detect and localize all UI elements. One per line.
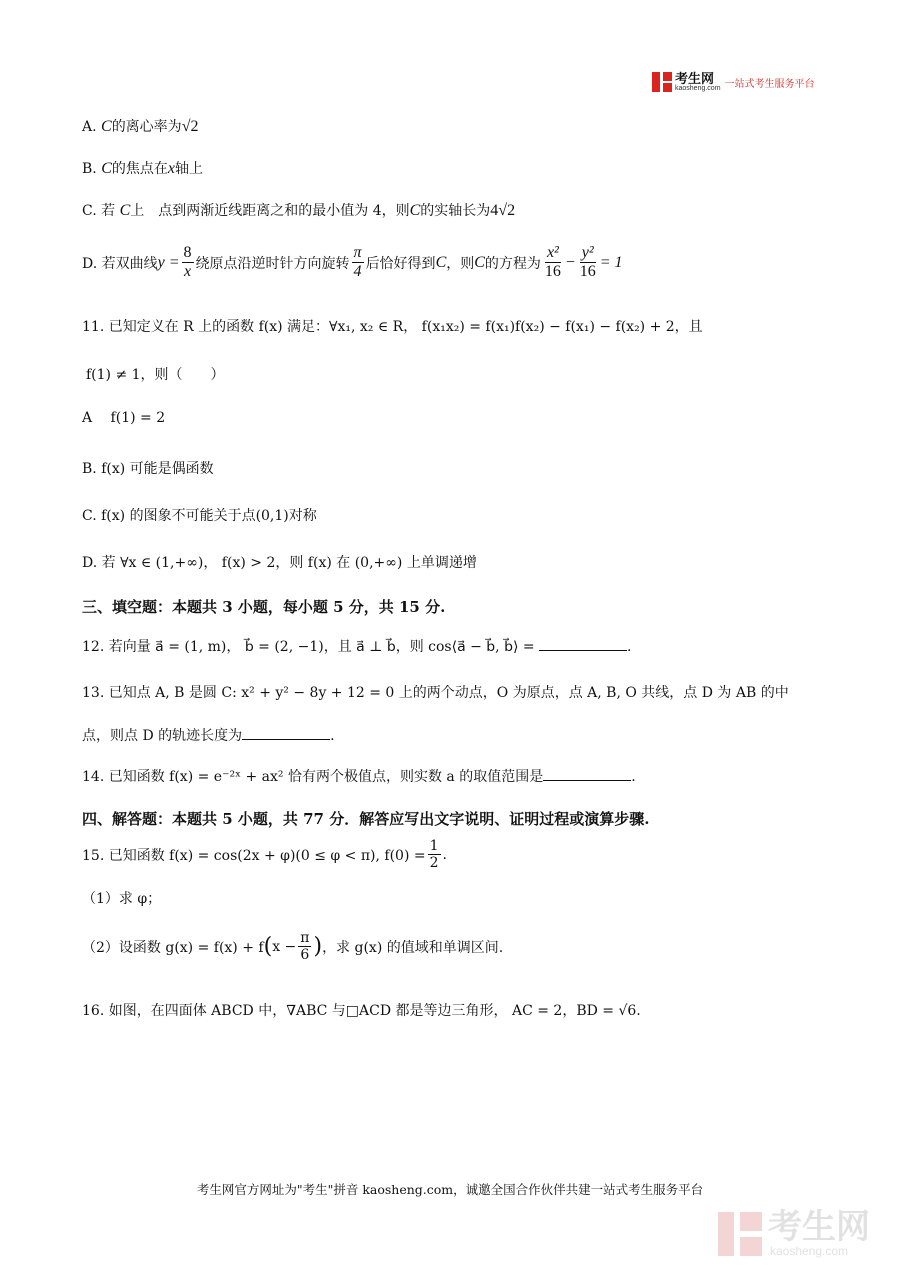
- watermark-domain: kaosheng.com: [770, 1244, 849, 1258]
- q12-answer-blank: [539, 638, 627, 651]
- q11-option-d: D. 若 ∀x ∈ (1,+∞)， f(x) > 2，则 f(x) 在 (0,+∞) 上单调递增: [82, 555, 477, 571]
- q13-line2: 点，则点 D 的轨迹长度为 .: [82, 728, 335, 744]
- q14-answer-blank: [543, 768, 631, 781]
- q10-option-d: D. 若双曲线 y = $\frac{8}{x}$ 绕原点沿逆时针方向旋转 $\frac{\pi}{4}$ 后恰好得到 C ，则 C 的方程为 $\frac{\text{x²}}{16}$ − $\frac{\text{y²}}{16}$ = 1: [82, 244, 623, 281]
- watermark-name: 考生网: [768, 1208, 870, 1246]
- header-logo: [652, 72, 815, 92]
- q15-part-1: （1）求 φ；: [82, 891, 162, 907]
- q12: 12. 若向量 a⃗ = (1, m)， b⃗ = (2, −1)，且 a⃗ ⊥ b⃗，则 cos⟨a⃗ − b⃗, b⃗⟩ = .: [82, 639, 632, 655]
- q10-option-b: B. C的焦点在x轴上: [82, 160, 203, 177]
- q15-stem: 15. 已知函数 f(x) = cos(2x + φ)(0 ≤ φ < π), f(0) = $\frac{1}{2}$ .: [82, 838, 447, 872]
- logo-mark-icon: [652, 72, 672, 92]
- q11-stem-cont: f(1) ≠ 1，则（ ）: [86, 367, 225, 383]
- q10-option-c: C. 若 C上 点到两渐近线距离之和的最小值为 4，则C的实轴长为4√2: [82, 202, 516, 219]
- watermark-logo: [718, 1210, 870, 1258]
- watermark-mark-icon: [718, 1212, 762, 1256]
- page-footer: 考生网官方网址为"考生"拼音 kaosheng.com，诚邀全国合作伙伴共建一站式考生服务平台: [196, 1182, 704, 1197]
- q10-option-a: A. C的离心率为√2: [82, 118, 199, 135]
- q14: 14. 已知函数 f(x) = e⁻²ˣ + ax² 恰有两个极值点，则实数 a 的取值范围是 .: [82, 769, 636, 785]
- q13-answer-blank: [242, 727, 330, 740]
- q11-option-c: C. f(x) 的图象不可能关于点(0,1)对称: [82, 508, 317, 524]
- q11-option-a: A f(1) = 2: [82, 410, 166, 426]
- header-slogan: 一站式考生服务平台: [724, 78, 815, 90]
- logo-domain: kaosheng.com: [675, 85, 721, 92]
- logo-name: 考生网: [675, 71, 715, 86]
- q13-line1: 13. 已知点 A, B 是圆 C: x² + y² − 8y + 12 = 0 上的两个动点，O 为原点，点 A, B, O 共线，点 D 为 AB 的中: [82, 685, 789, 701]
- section-3-heading: 三、填空题：本题共 3 小题，每小题 5 分，共 15 分.: [82, 598, 446, 616]
- section-4-heading: 四、解答题：本题共 5 小题，共 77 分．解答应写出文字说明、证明过程或演算步骤.: [82, 810, 650, 828]
- q11-option-b: B. f(x) 可能是偶函数: [82, 461, 214, 477]
- q15-part-2: （2）设函数 g(x) = f(x) + f ( x − $\frac{\pi}{6}$ ) ，求 g(x) 的值域和单调区间.: [82, 930, 504, 964]
- q16-stem: 16. 如图，在四面体 ABCD 中，∇ABC 与□ACD 都是等边三角形， AC = 2，BD = √6.: [82, 1003, 641, 1019]
- q11-stem: 11. 已知定义在 R 上的函数 f(x) 满足：∀x₁, x₂ ∈ R， f(x₁x₂) = f(x₁)f(x₂) − f(x₁) − f(x₂) + 2，且: [82, 319, 703, 335]
